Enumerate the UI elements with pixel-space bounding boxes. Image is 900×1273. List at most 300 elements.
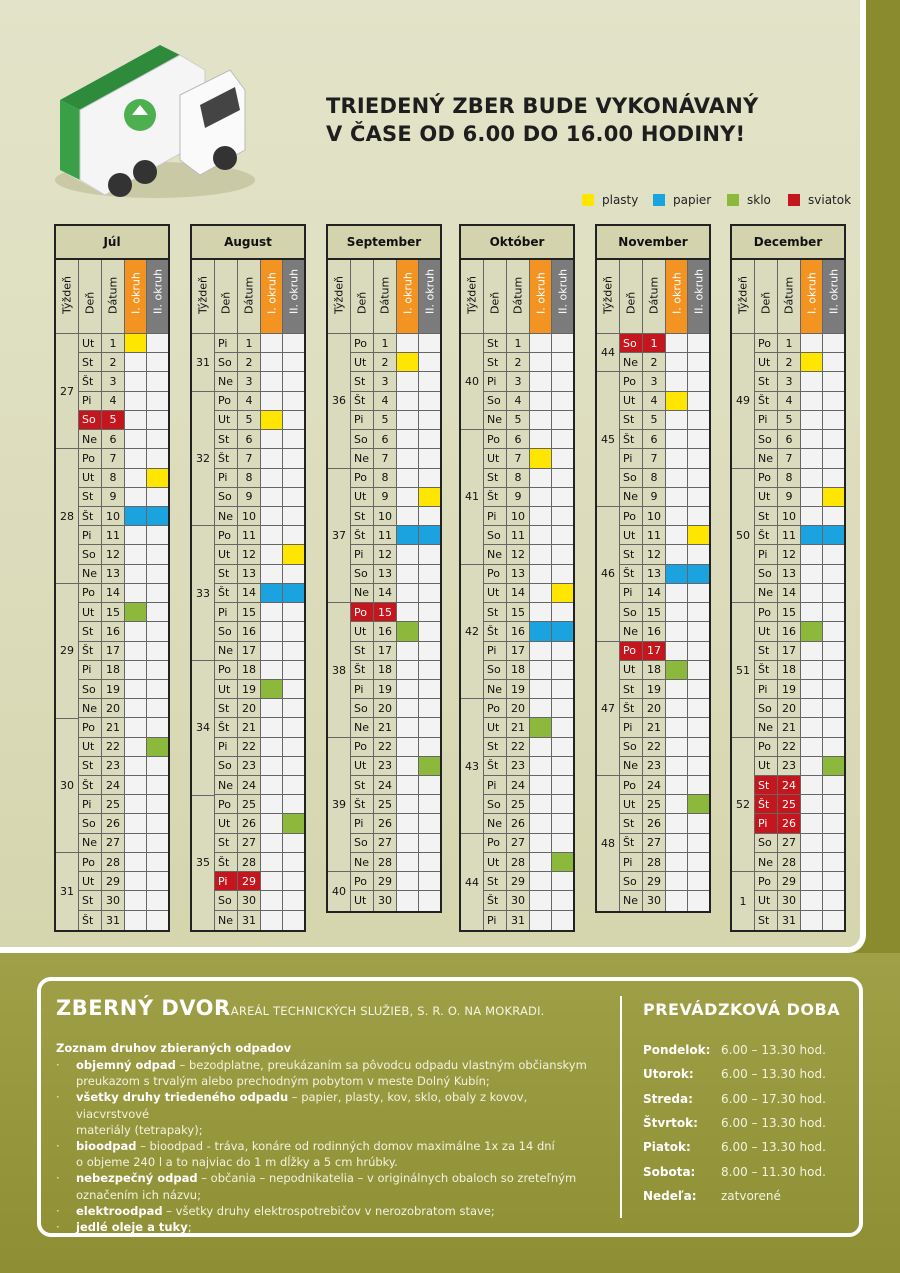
day-row <box>215 507 304 526</box>
round2-cell <box>552 488 573 506</box>
day-row <box>484 392 573 411</box>
round1-cell <box>397 834 419 852</box>
day-row <box>484 776 573 795</box>
col-date <box>643 260 666 333</box>
round1-cell <box>125 757 147 775</box>
day-row <box>79 372 168 391</box>
day-date: 11 <box>238 526 261 544</box>
day-date: 19 <box>374 680 397 698</box>
round1-cell <box>530 565 552 583</box>
round1-cell <box>801 603 823 621</box>
waste-item <box>56 1203 601 1219</box>
day-date: 1 <box>102 334 125 352</box>
day-row <box>79 642 168 661</box>
day-row <box>484 642 573 661</box>
day-name: Po <box>755 334 778 352</box>
round2-cell <box>419 449 440 467</box>
day-row <box>351 680 440 699</box>
col-r1-label: I. okruh <box>265 272 278 314</box>
day-row <box>755 795 844 814</box>
day-date: 21 <box>374 718 397 736</box>
col-week <box>56 260 79 333</box>
col-date <box>778 260 801 333</box>
col-week-label: Týždeň <box>465 275 479 314</box>
round2-cell <box>147 814 168 832</box>
waste-item-text: – občania – nepodnikatelia – v originálnych obaloch so zreteľným <box>197 1171 577 1186</box>
round2-cell <box>283 584 304 602</box>
round1-cell <box>801 430 823 448</box>
col-r1 <box>801 260 823 333</box>
day-date: 25 <box>643 795 666 813</box>
day-row <box>215 776 304 795</box>
round1-cell <box>801 372 823 390</box>
day-date: 24 <box>643 776 666 794</box>
day-row <box>351 392 440 411</box>
col-day <box>484 260 507 333</box>
round2-cell <box>688 507 709 525</box>
day-name: Pi <box>755 411 778 429</box>
day-name: Št <box>755 661 778 679</box>
day-date: 5 <box>102 411 125 429</box>
day-row <box>351 872 440 891</box>
day-date: 6 <box>643 430 666 448</box>
day-name: Po <box>620 776 643 794</box>
zberny-dvor-subtitle: – AREÁL TECHNICKÝCH SLUŽIEB, S. R. O. NA MOKRADI. <box>221 1004 545 1018</box>
waste-item-text: – bezodplatne, preukázaním sa pôvodcu odpadu vlastným občianskym <box>175 1058 587 1072</box>
day-row <box>215 392 304 411</box>
round1-cell <box>125 834 147 852</box>
day-row <box>620 776 709 795</box>
day-date: 7 <box>643 449 666 467</box>
round2-cell <box>823 353 844 371</box>
round2-cell <box>688 449 709 467</box>
round2-cell <box>688 718 709 736</box>
round1-cell <box>801 699 823 717</box>
round2-cell <box>147 911 168 930</box>
round1-cell <box>125 872 147 890</box>
day-date: 11 <box>374 526 397 544</box>
day-name: Št <box>620 699 643 717</box>
round2-cell <box>552 738 573 756</box>
round1-cell <box>261 661 283 679</box>
round2-cell <box>552 757 573 775</box>
day-row <box>351 545 440 564</box>
day-name: Št <box>79 507 102 525</box>
day-date: 29 <box>238 872 261 890</box>
papier-swatch <box>653 194 665 206</box>
hours-row <box>643 1087 826 1111</box>
day-date: 12 <box>374 545 397 563</box>
week-number: 42 <box>461 565 483 700</box>
day-name: So <box>79 545 102 563</box>
day-date: 17 <box>102 642 125 660</box>
col-date-label: Dátum <box>511 276 525 314</box>
day-row <box>79 757 168 776</box>
waste-item-title: nebezpečný odpad <box>76 1171 198 1186</box>
day-date: 27 <box>643 834 666 852</box>
round1-cell <box>801 814 823 832</box>
day-row <box>755 642 844 661</box>
round1-cell <box>666 372 688 390</box>
day-row <box>351 526 440 545</box>
week-number: 43 <box>461 699 483 834</box>
day-date: 16 <box>102 622 125 640</box>
day-row <box>484 872 573 891</box>
round1-cell <box>261 795 283 813</box>
day-date: 9 <box>102 488 125 506</box>
hours-row <box>643 1062 826 1086</box>
round1-cell <box>530 680 552 698</box>
day-row <box>484 853 573 872</box>
round1-cell <box>801 757 823 775</box>
day-row <box>755 488 844 507</box>
round1-cell <box>125 699 147 717</box>
day-row <box>215 584 304 603</box>
round1-cell <box>261 814 283 832</box>
day-date: 12 <box>238 545 261 563</box>
day-row <box>484 814 573 833</box>
round2-cell <box>688 834 709 852</box>
day-row <box>79 603 168 622</box>
zberny-dvor-title: ZBERNÝ DVOR <box>56 996 231 1020</box>
day-row <box>215 603 304 622</box>
day-name: Po <box>79 584 102 602</box>
day-name: Ne <box>620 353 643 371</box>
col-day-label: Deň <box>83 291 97 314</box>
day-name: Pi <box>79 392 102 410</box>
col-r1-label: I. okruh <box>401 272 414 314</box>
round1-cell <box>261 334 283 352</box>
round1-cell <box>125 584 147 602</box>
day-row <box>620 603 709 622</box>
round2-cell <box>283 334 304 352</box>
headline-line2: V ČASE OD 6.00 DO 16.00 HODINY! <box>326 122 746 146</box>
day-row <box>215 430 304 449</box>
round1-cell <box>530 834 552 852</box>
month-title: September <box>328 226 440 260</box>
hours-day: Piatok: <box>643 1140 691 1155</box>
round1-cell <box>801 680 823 698</box>
round1-cell <box>666 507 688 525</box>
day-row <box>484 891 573 910</box>
day-row <box>351 430 440 449</box>
day-name: Št <box>484 488 507 506</box>
week-number: 1 <box>732 872 754 930</box>
round2-cell <box>823 526 844 544</box>
day-row <box>620 353 709 372</box>
day-row <box>484 565 573 584</box>
day-date: 22 <box>643 738 666 756</box>
day-date: 21 <box>238 718 261 736</box>
round1-cell <box>666 430 688 448</box>
round2-cell <box>419 565 440 583</box>
round1-cell <box>261 853 283 871</box>
round1-cell <box>666 776 688 794</box>
day-row <box>351 334 440 353</box>
col-week <box>328 260 351 333</box>
day-row <box>215 795 304 814</box>
day-row <box>215 757 304 776</box>
week-number: 38 <box>328 603 350 738</box>
round2-cell <box>283 565 304 583</box>
col-day-label: Deň <box>488 291 502 314</box>
day-name: Ut <box>755 353 778 371</box>
round1-cell <box>397 507 419 525</box>
day-name: So <box>484 661 507 679</box>
day-name: Po <box>484 834 507 852</box>
round2-cell <box>283 430 304 448</box>
day-row <box>215 699 304 718</box>
day-date: 7 <box>102 449 125 467</box>
day-name: Ne <box>620 622 643 640</box>
day-row <box>215 469 304 488</box>
day-name: Ut <box>79 469 102 487</box>
round2-cell <box>823 699 844 717</box>
round2-cell <box>688 814 709 832</box>
round1-cell <box>261 776 283 794</box>
day-row <box>484 469 573 488</box>
round2-cell <box>147 526 168 544</box>
day-row <box>620 411 709 430</box>
col-r2-label: II. okruh <box>423 268 436 314</box>
round2-cell <box>419 507 440 525</box>
day-name: St <box>620 411 643 429</box>
day-row <box>755 699 844 718</box>
day-row <box>351 584 440 603</box>
day-date: 18 <box>102 661 125 679</box>
day-row <box>79 853 168 872</box>
col-week <box>192 260 215 333</box>
day-row <box>620 814 709 833</box>
day-row <box>484 680 573 699</box>
round2-cell <box>419 718 440 736</box>
day-name: Ne <box>755 449 778 467</box>
day-name: Ut <box>79 603 102 621</box>
day-name: Št <box>79 372 102 390</box>
round2-cell <box>147 834 168 852</box>
day-date: 9 <box>643 488 666 506</box>
round1-cell <box>530 469 552 487</box>
day-date: 16 <box>778 622 801 640</box>
col-date-label: Dátum <box>647 276 661 314</box>
round1-cell <box>125 526 147 544</box>
round1-cell <box>261 526 283 544</box>
day-date: 19 <box>507 680 530 698</box>
round1-cell <box>801 776 823 794</box>
day-date: 26 <box>374 814 397 832</box>
round1-cell <box>261 353 283 371</box>
day-date: 29 <box>374 872 397 890</box>
day-date: 18 <box>778 661 801 679</box>
day-row <box>755 430 844 449</box>
day-row <box>351 891 440 910</box>
day-row <box>351 372 440 391</box>
week-number: 33 <box>192 526 214 661</box>
day-name: Pi <box>620 718 643 736</box>
day-row <box>755 872 844 891</box>
legend-label: sviatok <box>808 193 852 207</box>
day-name: Ne <box>484 680 507 698</box>
week-number: 50 <box>732 469 754 604</box>
round2-cell <box>147 853 168 871</box>
round2-cell <box>147 622 168 640</box>
round1-cell <box>666 718 688 736</box>
round2-cell <box>419 622 440 640</box>
round1-cell <box>397 430 419 448</box>
day-date: 16 <box>238 622 261 640</box>
day-name: St <box>484 872 507 890</box>
day-name: Ut <box>215 680 238 698</box>
round1-cell <box>125 392 147 410</box>
round1-cell <box>666 469 688 487</box>
day-name: Po <box>755 872 778 890</box>
day-date: 6 <box>778 430 801 448</box>
day-name: Pi <box>215 872 238 890</box>
waste-item <box>56 1219 601 1235</box>
round2-cell <box>823 469 844 487</box>
round1-cell <box>261 834 283 852</box>
day-name: Po <box>351 738 374 756</box>
day-row <box>215 911 304 930</box>
day-date: 30 <box>643 891 666 910</box>
round1-cell <box>397 718 419 736</box>
day-date: 2 <box>643 353 666 371</box>
day-name: So <box>351 430 374 448</box>
round1-cell <box>125 545 147 563</box>
round1-cell <box>397 757 419 775</box>
day-date: 14 <box>102 584 125 602</box>
day-row <box>620 449 709 468</box>
round1-cell <box>801 392 823 410</box>
round1-cell <box>530 334 552 352</box>
waste-item-cont: preukazom s trvalým alebo prechodným pobytom v meste Dolný Kubín; <box>76 1074 490 1089</box>
month-title: Júl <box>56 226 168 260</box>
day-name: Ne <box>215 776 238 794</box>
day-name: Po <box>351 603 374 621</box>
round2-cell <box>552 565 573 583</box>
day-row <box>484 372 573 391</box>
round2-cell <box>419 392 440 410</box>
day-row <box>620 507 709 526</box>
day-row <box>620 891 709 910</box>
round2-cell <box>283 853 304 871</box>
round1-cell <box>666 661 688 679</box>
col-r1-label: I. okruh <box>670 272 683 314</box>
round1-cell <box>801 834 823 852</box>
day-row <box>79 718 168 737</box>
round2-cell <box>419 776 440 794</box>
round2-cell <box>688 738 709 756</box>
round2-cell <box>552 911 573 930</box>
day-name: So <box>620 872 643 890</box>
round2-cell <box>147 680 168 698</box>
day-row <box>484 526 573 545</box>
day-name: Pi <box>351 545 374 563</box>
week-number: 27 <box>56 334 78 449</box>
day-date: 21 <box>102 718 125 736</box>
day-row <box>620 584 709 603</box>
round2-cell <box>823 738 844 756</box>
day-name: St <box>620 680 643 698</box>
round2-cell <box>552 622 573 640</box>
day-row <box>755 372 844 391</box>
round1-cell <box>125 891 147 909</box>
round1-cell <box>801 488 823 506</box>
round1-cell <box>125 565 147 583</box>
round1-cell <box>530 718 552 736</box>
round1-cell <box>530 699 552 717</box>
day-name: Ne <box>215 911 238 930</box>
day-row <box>484 911 573 930</box>
col-day <box>351 260 374 333</box>
hours-table <box>643 1038 826 1208</box>
day-name: Ut <box>79 334 102 352</box>
day-name: Po <box>755 603 778 621</box>
day-name: Ne <box>351 584 374 602</box>
round1-cell <box>801 545 823 563</box>
column-headers <box>461 260 573 334</box>
round2-cell <box>147 449 168 467</box>
day-date: 27 <box>102 834 125 852</box>
day-name: Ne <box>351 853 374 871</box>
day-name: Št <box>484 757 507 775</box>
day-name: St <box>755 372 778 390</box>
col-week-label: Týždeň <box>60 275 74 314</box>
round2-cell <box>283 776 304 794</box>
day-row <box>620 834 709 853</box>
day-name: St <box>484 353 507 371</box>
day-name: Št <box>215 853 238 871</box>
round1-cell <box>801 872 823 890</box>
month-4 <box>595 224 711 913</box>
round1-cell <box>530 603 552 621</box>
round2-cell <box>147 488 168 506</box>
day-date: 26 <box>778 814 801 832</box>
round2-cell <box>419 603 440 621</box>
day-name: Po <box>484 430 507 448</box>
day-row <box>79 699 168 718</box>
day-row <box>79 738 168 757</box>
round1-cell <box>397 353 419 371</box>
round1-cell <box>530 776 552 794</box>
day-date: 24 <box>778 776 801 794</box>
day-name: Po <box>484 699 507 717</box>
round1-cell <box>666 584 688 602</box>
day-name: St <box>351 642 374 660</box>
round2-cell <box>147 392 168 410</box>
day-date: 13 <box>778 565 801 583</box>
day-date: 23 <box>102 757 125 775</box>
day-date: 23 <box>643 757 666 775</box>
day-date: 17 <box>778 642 801 660</box>
round1-cell <box>397 372 419 390</box>
day-date: 27 <box>238 834 261 852</box>
day-row <box>755 622 844 641</box>
round2-cell <box>283 699 304 717</box>
day-row <box>215 814 304 833</box>
day-name: St <box>351 372 374 390</box>
day-date: 28 <box>374 853 397 871</box>
day-row <box>484 411 573 430</box>
day-name: Pi <box>755 814 778 832</box>
round2-cell <box>147 738 168 756</box>
round2-cell <box>823 661 844 679</box>
round2-cell <box>823 642 844 660</box>
col-day-label: Deň <box>219 291 233 314</box>
week-number: 35 <box>192 796 214 931</box>
day-name: Ut <box>620 795 643 813</box>
week-number: 49 <box>732 334 754 469</box>
